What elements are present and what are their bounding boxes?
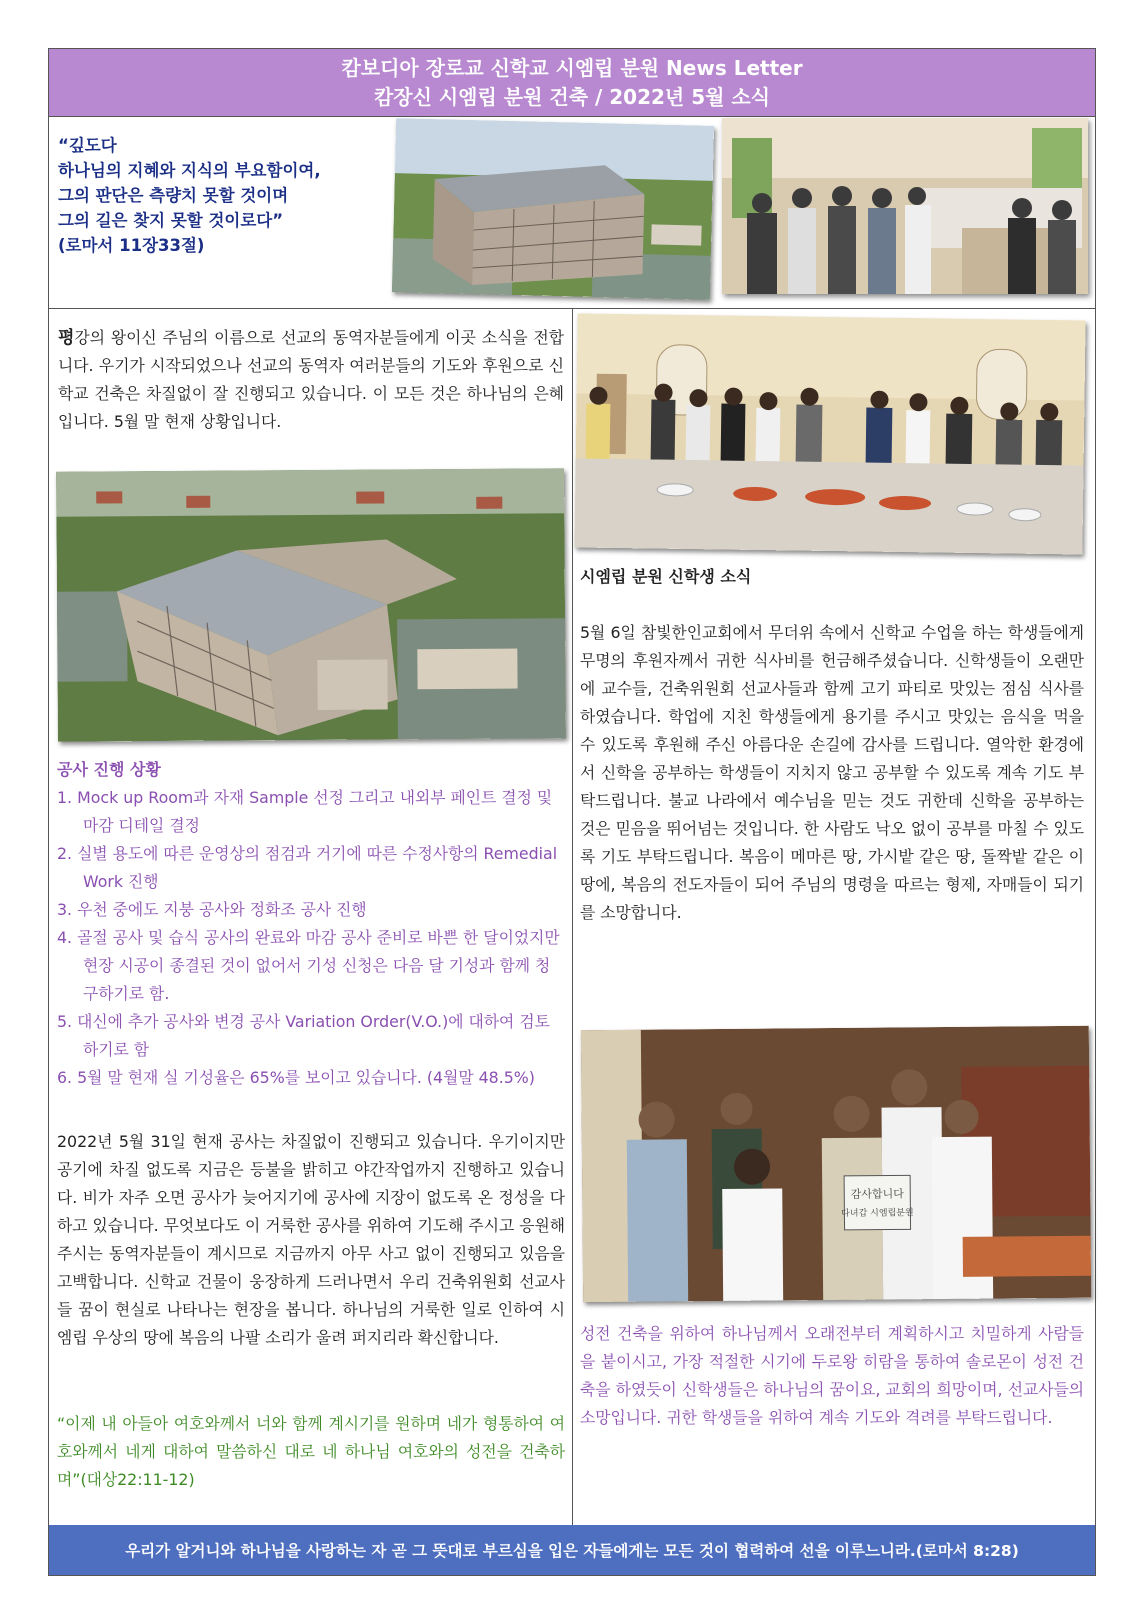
building-aerial-photo-small (392, 118, 714, 300)
footer-text: 우리가 알거니와 하나님을 사랑하는 자 곧 그 뜻대로 부르심을 입은 자들에게는 모든 것이 협력하여 선을 이루느니라.(로마서 8:28) (125, 1542, 1019, 1560)
header-title: 캄보디아 장로교 신학교 시엠립 분원 News Letter (341, 56, 803, 80)
list-item: 5. 대신에 추가 공사와 변경 공사 Variation Order(V.O.)에 대하여 검토하기로 함 (57, 1012, 550, 1059)
verse-line: 그의 길은 찾지 못할 것이로다” (58, 211, 284, 230)
verse-line: “깊도다 (58, 136, 117, 155)
verse-reference: (로마서 11장33절) (58, 236, 205, 255)
intro-text: 강의 왕이신 주님의 이름으로 선교의 동역자분들에게 이곳 소식을 전합니다. 우기가 시작되었으나 선교의 동역자 여러분들의 기도와 후원으로 신학교 건축은 차질없이 잘 진행되고 있습니다. 이 모든 것은 하나님의 은혜입니다. 5월 말 현재 상황입니다. (58, 328, 564, 431)
list-item: 2. 실별 용도에 따른 운영상의 점검과 거기에 따른 수정사항의 Remedial Work 진행 (57, 844, 558, 891)
meal-gathering-photo (574, 313, 1085, 554)
section-divider-vertical (572, 309, 573, 1525)
list-item: 6. 5월 말 현재 실 기성율은 65%를 보이고 있습니다. (4월말 48.5%) (57, 1068, 535, 1087)
list-item: 3. 우천 중에도 지붕 공사와 정화조 공사 진행 (57, 900, 367, 919)
student-news-section (580, 563, 1084, 927)
list-item: 4. 골절 공사 및 습식 공사의 완료와 마감 공사 준비로 바쁜 한 달이었지만 현장 시공이 종결된 것이 없어서 기성 신청은 다음 달 기성과 함께 청구하기로 함. (57, 928, 560, 1003)
construction-progress-section (57, 756, 565, 1092)
prayer-gathering-photo-top (722, 118, 1088, 294)
scripture-quote (57, 1410, 565, 1494)
progress-list (57, 784, 565, 1092)
closing-paragraph: 성전 건축을 위하여 하나님께서 오래전부터 계획하시고 치밀하게 사람들을 붙이시고, 가장 적절한 시기에 두로왕 히람을 통하여 솔로몬이 성전 건축을 하였듯이 신학생들은 하나님의 꿈이요, 교회의 희망이며, 선교사들의 소망입니다. 귀한 학생들을 위하여 계속 기도와 격려를 부탁드립니다. (580, 1324, 1084, 1427)
intro-paragraph (58, 324, 564, 436)
intro-initial: 평 (58, 328, 75, 348)
progress-title: 공사 진행 상황 (57, 760, 161, 779)
students-group-photo (581, 1026, 1091, 1302)
sign-text-line: 감사합니다 (850, 1187, 904, 1201)
student-news-text: 5월 6일 참빛한인교회에서 무더위 속에서 신학교 수업을 하는 학생들에게 무명의 후원자께서 귀한 식사비를 헌금해주셨습니다. 신학생들이 오랜만에 교수들, 건축위원회 선교사들과 함께 고기 파티로 맛있는 점심 식사를 하였습니다. 학업에 지친 학생들에게 용기를 주시고 맛있는 음식을 먹을 수 있도록 후원해 주신 아름다운 손길에 감사를 드립니다. 열악한 환경에서 신학을 공부하는 학생들이 지치지 않고 공부할 수 있도록 계속 기도 부탁드립니다. 불교 나라에서 예수님을 믿는 것도 귀한데 신학을 공부하는 것은 믿음을 뛰어넘는 것입니다. 한 사람도 낙오 없이 공부를 마칠 수 있도록 기도 부탁드립니다. 복음이 메마른 땅, 가시밭 같은 땅, 돌짝밭 같은 이 땅에, 복음의 전도자들이 되어 주님의 명령을 따르는 형제, 자매들이 되기를 소망합니다. (580, 623, 1084, 922)
student-news-title: 시엠립 분원 신학생 소식 (580, 567, 752, 586)
bible-verse (58, 133, 388, 258)
quote-reference: (대상22:11-12) (80, 1470, 195, 1489)
newsletter-header (49, 49, 1095, 117)
quote-text: “이제 내 아들아 여호와께서 너와 함께 계시기를 원하며 네가 형통하여 여호와께서 네게 대하여 말씀하신 대로 네 하나님 여호와의 성전을 건축하며” (57, 1414, 565, 1489)
building-aerial-photo-large (56, 468, 566, 742)
header-subtitle: 캄장신 시엠립 분원 건축 / 2022년 5월 소식 (373, 85, 771, 109)
sign-text-line: 다녀갑 시엠립분원 (841, 1208, 914, 1219)
footer-verse (49, 1525, 1095, 1575)
verse-line: 그의 판단은 측량치 못할 것이며 (58, 186, 289, 205)
list-item: 1. Mock up Room과 자재 Sample 선정 그리고 내외부 페인트 결정 및 마감 디테일 결정 (57, 788, 553, 835)
construction-report: 2022년 5월 31일 현재 공사는 차질없이 진행되고 있습니다. 우기이지만 공기에 차질 없도록 지금은 등불을 밝히고 야간작업까지 진행하고 있습니다. 비가 자주 오면 공사가 늦어지기에 공사에 지장이 없도록 온 정성을 다하고 있습니다. 무엇보다도 이 거룩한 공사를 위하여 기도해 주시고 응원해 주시는 동역자분들이 계시므로 지금까지 아무 사고 없이 진행되고 있음을 고백합니다. 신학교 건물이 웅장하게 드러나면서 우리 건축위원회 선교사들 꿈이 현실로 나타나는 현장을 봅니다. 하나님의 거룩한 일로 인하여 시엠립 우상의 땅에 복음의 나팔 소리가 울려 퍼지리라 확신합니다. (57, 1132, 566, 1347)
verse-line: 하나님의 지혜와 지식의 부요함이여, (58, 161, 321, 180)
